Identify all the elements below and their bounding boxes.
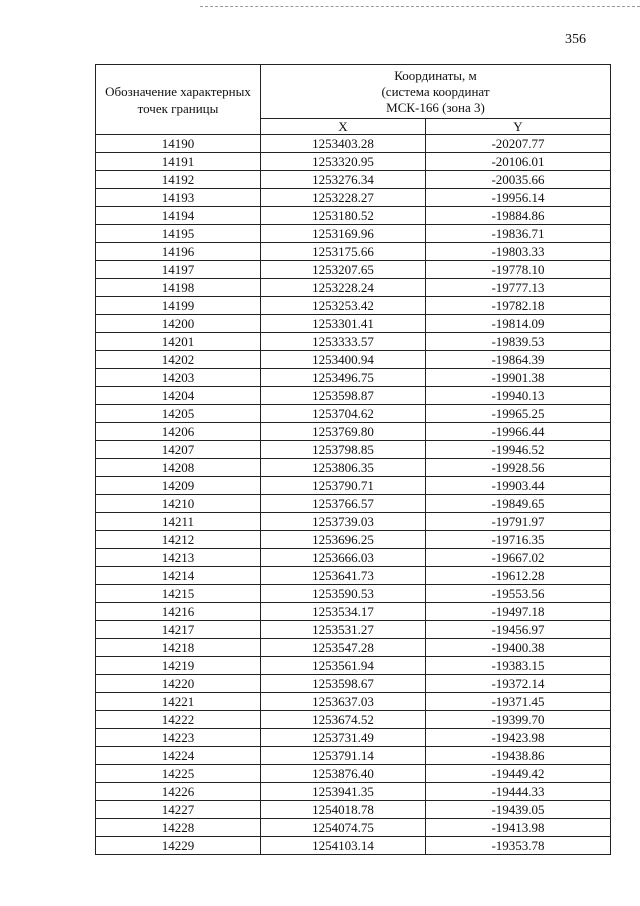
coordinates-header-line2: (система координат	[381, 83, 490, 99]
x-coordinate-cell: 1253598.67	[261, 675, 426, 693]
point-id-cell: 14209	[96, 477, 261, 495]
y-coordinate-cell: -19901.38	[426, 369, 611, 387]
point-id-cell: 14229	[96, 837, 261, 855]
table-row	[96, 783, 611, 801]
table-row	[96, 243, 611, 261]
point-id-cell: 14210	[96, 495, 261, 513]
point-id-cell: 14193	[96, 189, 261, 207]
point-id-cell: 14191	[96, 153, 261, 171]
point-id-cell: 14221	[96, 693, 261, 711]
table-row	[96, 171, 611, 189]
coordinates-table	[95, 64, 611, 855]
y-coordinate-cell: -19438.86	[426, 747, 611, 765]
table-row	[96, 693, 611, 711]
point-id-cell: 14204	[96, 387, 261, 405]
y-coordinate-cell: -19839.53	[426, 333, 611, 351]
x-coordinate-cell: 1253253.42	[261, 297, 426, 315]
table-row	[96, 819, 611, 837]
point-id-cell: 14202	[96, 351, 261, 369]
x-coordinate-cell: 1253696.25	[261, 531, 426, 549]
table-row	[96, 135, 611, 153]
y-coordinate-cell: -19400.38	[426, 639, 611, 657]
point-id-cell: 14195	[96, 225, 261, 243]
coordinates-header	[261, 65, 611, 119]
table-row	[96, 261, 611, 279]
point-id-cell: 14200	[96, 315, 261, 333]
table-row	[96, 585, 611, 603]
table-row	[96, 729, 611, 747]
x-coordinate-cell: 1253276.34	[261, 171, 426, 189]
x-coordinate-cell: 1253180.52	[261, 207, 426, 225]
x-coordinate-cell: 1253769.80	[261, 423, 426, 441]
point-id-cell: 14216	[96, 603, 261, 621]
y-coordinate-cell: -19849.65	[426, 495, 611, 513]
table-row	[96, 333, 611, 351]
point-id-cell: 14203	[96, 369, 261, 387]
point-id-cell: 14196	[96, 243, 261, 261]
y-coordinate-cell: -19553.56	[426, 585, 611, 603]
point-id-cell: 14228	[96, 819, 261, 837]
x-coordinate-cell: 1253333.57	[261, 333, 426, 351]
point-id-cell: 14215	[96, 585, 261, 603]
table-row	[96, 441, 611, 459]
table-row	[96, 189, 611, 207]
x-coordinate-cell: 1253641.73	[261, 567, 426, 585]
point-id-cell: 14194	[96, 207, 261, 225]
table-row	[96, 765, 611, 783]
table-row	[96, 153, 611, 171]
y-coordinate-cell: -19966.44	[426, 423, 611, 441]
y-coordinate-cell: -19423.98	[426, 729, 611, 747]
table-row	[96, 351, 611, 369]
table-row	[96, 621, 611, 639]
table-row	[96, 657, 611, 675]
table-row	[96, 369, 611, 387]
y-coordinate-cell: -19903.44	[426, 477, 611, 495]
table-row	[96, 225, 611, 243]
point-id-cell: 14224	[96, 747, 261, 765]
point-id-cell: 14227	[96, 801, 261, 819]
table-row	[96, 639, 611, 657]
y-coordinate-cell: -19399.70	[426, 711, 611, 729]
y-coordinate-cell: -20035.66	[426, 171, 611, 189]
y-coordinate-cell: -19965.25	[426, 405, 611, 423]
y-coordinate-cell: -19956.14	[426, 189, 611, 207]
point-id-cell: 14219	[96, 657, 261, 675]
table-row	[96, 801, 611, 819]
table-row	[96, 549, 611, 567]
x-coordinate-cell: 1253175.66	[261, 243, 426, 261]
table-row	[96, 477, 611, 495]
point-id-cell: 14207	[96, 441, 261, 459]
x-coordinate-cell: 1254018.78	[261, 801, 426, 819]
x-coordinate-cell: 1253547.28	[261, 639, 426, 657]
y-coordinate-cell: -19612.28	[426, 567, 611, 585]
point-id-cell: 14192	[96, 171, 261, 189]
x-column-header: X	[261, 119, 426, 135]
point-id-cell: 14212	[96, 531, 261, 549]
table-row	[96, 747, 611, 765]
y-coordinate-cell: -19371.45	[426, 693, 611, 711]
x-coordinate-cell: 1253798.85	[261, 441, 426, 459]
point-id-cell: 14223	[96, 729, 261, 747]
y-coordinate-cell: -19449.42	[426, 765, 611, 783]
table-row	[96, 837, 611, 855]
point-id-cell: 14220	[96, 675, 261, 693]
y-coordinate-cell: -19803.33	[426, 243, 611, 261]
point-id-cell: 14214	[96, 567, 261, 585]
x-coordinate-cell: 1253531.27	[261, 621, 426, 639]
y-coordinate-cell: -20106.01	[426, 153, 611, 171]
x-coordinate-cell: 1253876.40	[261, 765, 426, 783]
table-row	[96, 675, 611, 693]
x-coordinate-cell: 1253704.62	[261, 405, 426, 423]
y-coordinate-cell: -19940.13	[426, 387, 611, 405]
y-coordinate-cell: -19884.86	[426, 207, 611, 225]
y-coordinate-cell: -19778.10	[426, 261, 611, 279]
y-coordinate-cell: -19836.71	[426, 225, 611, 243]
coordinates-header-line1: Координаты, м	[394, 67, 477, 83]
point-id-cell: 14199	[96, 297, 261, 315]
point-id-cell: 14213	[96, 549, 261, 567]
y-coordinate-cell: -19716.35	[426, 531, 611, 549]
x-coordinate-cell: 1253169.96	[261, 225, 426, 243]
point-id-cell: 14197	[96, 261, 261, 279]
point-id-cell: 14198	[96, 279, 261, 297]
table-row	[96, 531, 611, 549]
x-coordinate-cell: 1253791.14	[261, 747, 426, 765]
y-column-header: Y	[426, 119, 611, 135]
x-coordinate-cell: 1253228.24	[261, 279, 426, 297]
page-number: 356	[565, 32, 586, 47]
y-coordinate-cell: -19667.02	[426, 549, 611, 567]
coordinates-header-line3: МСК-166 (зона 3)	[386, 99, 485, 115]
table-row	[96, 459, 611, 477]
table-row	[96, 711, 611, 729]
x-coordinate-cell: 1253790.71	[261, 477, 426, 495]
y-coordinate-cell: -19497.18	[426, 603, 611, 621]
table-row	[96, 495, 611, 513]
y-coordinate-cell: -19777.13	[426, 279, 611, 297]
y-coordinate-cell: -19353.78	[426, 837, 611, 855]
y-coordinate-cell: -19413.98	[426, 819, 611, 837]
x-coordinate-cell: 1253400.94	[261, 351, 426, 369]
point-designation-header: Обозначение характерных точек границы	[96, 65, 261, 135]
table-row	[96, 387, 611, 405]
point-id-cell: 14225	[96, 765, 261, 783]
x-coordinate-cell: 1253666.03	[261, 549, 426, 567]
y-coordinate-cell: -19439.05	[426, 801, 611, 819]
x-coordinate-cell: 1253637.03	[261, 693, 426, 711]
x-coordinate-cell: 1253496.75	[261, 369, 426, 387]
table-row	[96, 207, 611, 225]
table-row	[96, 315, 611, 333]
y-coordinate-cell: -19456.97	[426, 621, 611, 639]
point-id-cell: 14190	[96, 135, 261, 153]
point-id-cell: 14222	[96, 711, 261, 729]
y-coordinate-cell: -20207.77	[426, 135, 611, 153]
table-row	[96, 567, 611, 585]
point-id-cell: 14206	[96, 423, 261, 441]
x-coordinate-cell: 1253598.87	[261, 387, 426, 405]
x-coordinate-cell: 1253590.53	[261, 585, 426, 603]
y-coordinate-cell: -19782.18	[426, 297, 611, 315]
y-coordinate-cell: -19383.15	[426, 657, 611, 675]
point-id-cell: 14226	[96, 783, 261, 801]
x-coordinate-cell: 1253766.57	[261, 495, 426, 513]
table-row	[96, 603, 611, 621]
point-id-cell: 14205	[96, 405, 261, 423]
table-row	[96, 513, 611, 531]
x-coordinate-cell: 1253941.35	[261, 783, 426, 801]
x-coordinate-cell: 1253739.03	[261, 513, 426, 531]
y-coordinate-cell: -19791.97	[426, 513, 611, 531]
y-coordinate-cell: -19814.09	[426, 315, 611, 333]
x-coordinate-cell: 1253561.94	[261, 657, 426, 675]
y-coordinate-cell: -19372.14	[426, 675, 611, 693]
x-coordinate-cell: 1253301.41	[261, 315, 426, 333]
y-coordinate-cell: -19946.52	[426, 441, 611, 459]
x-coordinate-cell: 1253731.49	[261, 729, 426, 747]
table-row	[96, 297, 611, 315]
y-coordinate-cell: -19444.33	[426, 783, 611, 801]
x-coordinate-cell: 1254103.14	[261, 837, 426, 855]
x-coordinate-cell: 1254074.75	[261, 819, 426, 837]
point-id-cell: 14201	[96, 333, 261, 351]
y-coordinate-cell: -19928.56	[426, 459, 611, 477]
table-row	[96, 423, 611, 441]
x-coordinate-cell: 1253228.27	[261, 189, 426, 207]
x-coordinate-cell: 1253320.95	[261, 153, 426, 171]
x-coordinate-cell: 1253674.52	[261, 711, 426, 729]
top-dashed-rule	[200, 6, 640, 7]
point-id-cell: 14208	[96, 459, 261, 477]
coordinates-table-body	[96, 135, 611, 855]
point-id-cell: 14218	[96, 639, 261, 657]
x-coordinate-cell: 1253403.28	[261, 135, 426, 153]
table-row	[96, 279, 611, 297]
x-coordinate-cell: 1253207.65	[261, 261, 426, 279]
x-coordinate-cell: 1253534.17	[261, 603, 426, 621]
y-coordinate-cell: -19864.39	[426, 351, 611, 369]
point-id-cell: 14217	[96, 621, 261, 639]
table-row	[96, 405, 611, 423]
x-coordinate-cell: 1253806.35	[261, 459, 426, 477]
point-id-cell: 14211	[96, 513, 261, 531]
